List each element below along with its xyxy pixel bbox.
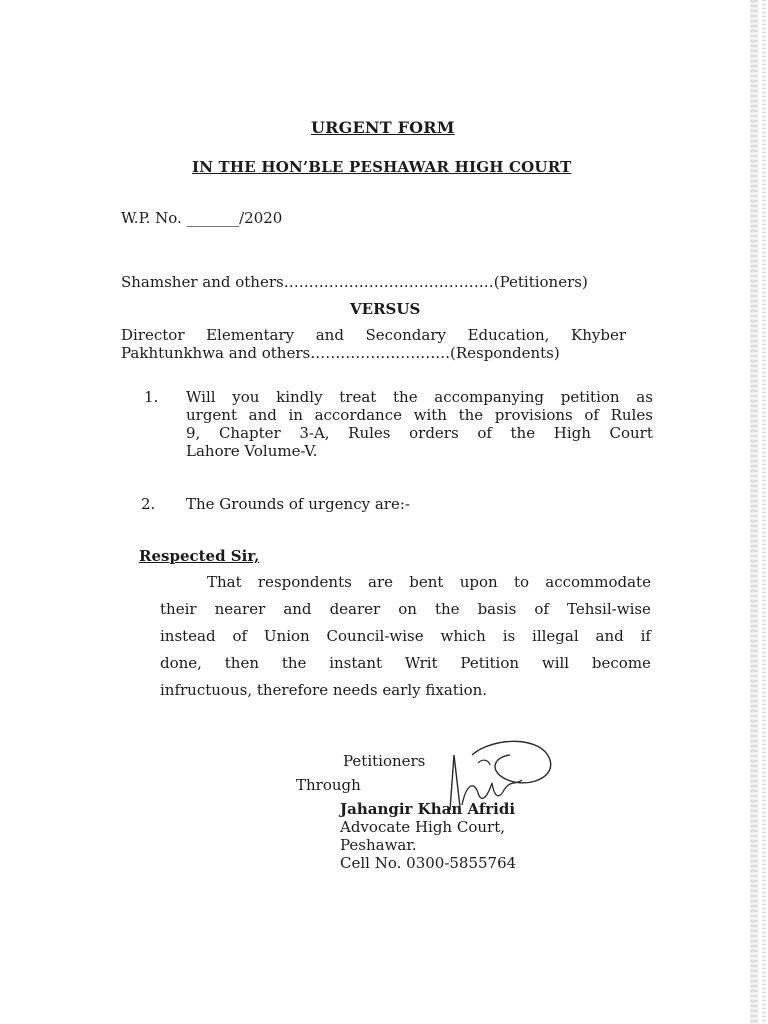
- word: treat: [339, 388, 377, 406]
- paragraph-line-4: [160, 654, 651, 672]
- word: dearer: [329, 600, 381, 618]
- item-1-line-4: Lahore Volume-V.: [186, 442, 318, 460]
- word: and: [248, 406, 277, 424]
- word: Tehsil-wise: [566, 600, 651, 618]
- word: of: [534, 600, 549, 618]
- word: Union: [263, 627, 310, 645]
- word: on: [398, 600, 417, 618]
- word: 3-A,: [299, 424, 330, 442]
- word: illegal: [532, 627, 579, 645]
- word: Elementary: [206, 326, 295, 344]
- wp-number: [121, 209, 282, 227]
- word: Secondary: [365, 326, 446, 344]
- word: the: [393, 388, 418, 406]
- word: with: [413, 406, 447, 424]
- word: instead: [160, 627, 216, 645]
- word: the: [458, 406, 484, 424]
- word: the: [434, 600, 460, 618]
- word: Director: [121, 326, 185, 344]
- item-1-line-2: [186, 406, 653, 424]
- word: basis: [477, 600, 517, 618]
- advocate-cell: Cell No. 0300-5855764: [340, 854, 517, 872]
- respondents-line-2: Pakhtunkhwa and others……………………….(Respondents): [121, 344, 560, 362]
- word: Rules: [610, 406, 653, 424]
- word: Petition: [460, 654, 520, 672]
- word: upon: [459, 573, 498, 591]
- word: done,: [160, 654, 202, 672]
- word: then: [224, 654, 259, 672]
- word: instant: [329, 654, 383, 672]
- document-heading: URGENT FORM: [311, 118, 455, 137]
- paragraph-line-2: [160, 600, 651, 618]
- respondents-line-1: [121, 326, 626, 344]
- word: petition: [560, 388, 620, 406]
- word: accompanying: [434, 388, 545, 406]
- word: to: [513, 573, 529, 591]
- word: and: [283, 600, 312, 618]
- handwritten-signature: [432, 735, 562, 825]
- word: of: [584, 406, 599, 424]
- word: you: [232, 388, 260, 406]
- item-1-line-3: [186, 424, 653, 442]
- advocate-name: Jahangir Khan Afridi: [340, 800, 516, 818]
- word: urgent: [186, 406, 237, 424]
- word: in: [288, 406, 303, 424]
- word: That: [207, 573, 242, 591]
- word: will: [541, 654, 570, 672]
- word: Writ: [404, 654, 438, 672]
- word: accordance: [314, 406, 402, 424]
- salutation: Respected Sir,: [139, 547, 260, 565]
- scan-edge-outer: [762, 0, 766, 1024]
- word: Education,: [467, 326, 550, 344]
- word: are: [368, 573, 394, 591]
- word: Khyber: [571, 326, 626, 344]
- wp-number-year: /2020: [239, 209, 283, 227]
- word: Court: [609, 424, 653, 442]
- word: 9,: [186, 424, 201, 442]
- word: accommodate: [545, 573, 651, 591]
- word: and: [315, 326, 344, 344]
- word: if: [640, 627, 651, 645]
- word: kindly: [276, 388, 323, 406]
- word: nearer: [214, 600, 266, 618]
- word: is: [502, 627, 516, 645]
- word: High: [553, 424, 591, 442]
- word: of: [477, 424, 492, 442]
- word: respondents: [257, 573, 352, 591]
- word: Will: [186, 388, 216, 406]
- wp-number-prefix: W.P. No.: [121, 209, 182, 227]
- word: the: [281, 654, 307, 672]
- word: the: [510, 424, 536, 442]
- petitioners-line: Shamsher and others……………………………………(Petitioners): [121, 273, 588, 291]
- word: Rules: [348, 424, 391, 442]
- paragraph-line-3: [160, 627, 651, 645]
- item-2-text: The Grounds of urgency are:-: [186, 495, 410, 513]
- advocate-designation: Advocate High Court,: [340, 818, 505, 836]
- word: which: [440, 627, 486, 645]
- versus-label: VERSUS: [350, 300, 421, 318]
- word: become: [591, 654, 651, 672]
- word: orders: [409, 424, 459, 442]
- item-1-line-1: [186, 388, 653, 406]
- word: as: [636, 388, 653, 406]
- word: of: [232, 627, 248, 645]
- item-number: 2.: [141, 495, 156, 513]
- item-number: 1.: [144, 388, 159, 406]
- court-name: IN THE HON’BLE PESHAWAR HIGH COURT: [192, 158, 572, 176]
- word: and: [595, 627, 624, 645]
- paragraph-line-5: infructuous, therefore needs early fixation.: [160, 681, 488, 699]
- paragraph-line-1: [207, 573, 651, 591]
- wp-number-blank: _______: [186, 209, 240, 227]
- closing-petitioners: Petitioners: [343, 752, 426, 770]
- advocate-city: Peshawar.: [340, 836, 417, 854]
- closing-through: Through: [296, 776, 361, 794]
- word: bent: [409, 573, 444, 591]
- word: their: [160, 600, 197, 618]
- scan-edge: [750, 0, 758, 1024]
- word: provisions: [494, 406, 573, 424]
- word: Chapter: [218, 424, 281, 442]
- word: Council-wise: [326, 627, 424, 645]
